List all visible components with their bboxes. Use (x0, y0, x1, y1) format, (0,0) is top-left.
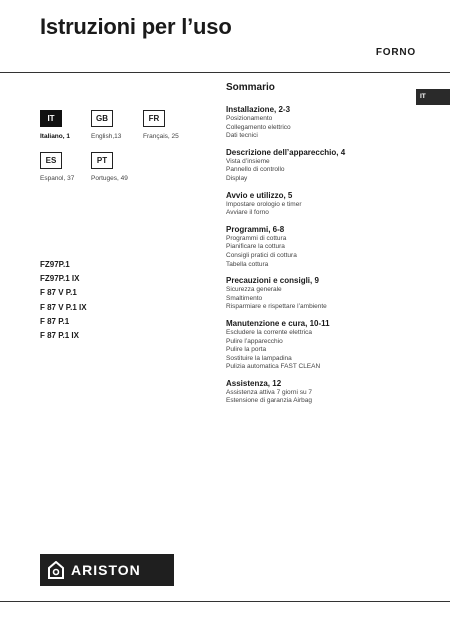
toc-section-title[interactable]: Precauzioni e consigli, 9 (226, 276, 319, 286)
toc-item: Estensione di garanzia Airbag (226, 397, 313, 405)
model-name: FZ97P.1 IX (40, 274, 80, 284)
toc-item: Pannello di controllo (226, 166, 285, 174)
toc-item: Pulizia automatica FAST CLEAN (226, 363, 321, 371)
toc-item: Impostare orologio e timer (226, 200, 302, 208)
toc-item: Escludere la corrente elettrica (226, 328, 312, 336)
language-pt[interactable] (91, 150, 151, 182)
toc-section (226, 105, 386, 141)
language-name: Italiano, 1 (40, 133, 70, 140)
language-code: GB (91, 110, 113, 127)
toc-item: Tabella cottura (226, 260, 269, 268)
language-fr[interactable] (143, 108, 203, 140)
toc-section (226, 148, 386, 184)
language-name: Espanol, 37 (40, 175, 75, 182)
toc-item: Sostituire la lampadina (226, 354, 292, 362)
language-gb[interactable] (91, 108, 151, 140)
toc-item: Pianificare la cottura (226, 243, 285, 251)
toc-item: Assistenza attiva 7 giorni su 7 (226, 388, 312, 396)
document-title: Istruzioni per l’uso (40, 14, 232, 39)
toc-title: Sommario (226, 82, 275, 93)
toc-item: Risparmiare e rispettare l’ambiente (226, 303, 327, 311)
toc-item: Dati tecnici (226, 132, 258, 140)
toc-item: Posizionamento (226, 115, 273, 122)
toc-item: Vista d’insieme (226, 157, 270, 165)
model-name: F 87 P.1 (40, 316, 70, 326)
language-name: Portuges, 49 (91, 175, 128, 182)
toc-section (226, 225, 386, 269)
language-code: IT (40, 110, 62, 127)
brand-logo (40, 554, 174, 586)
model-name: F 87 P.1 IX (40, 330, 79, 340)
toc-section (226, 276, 386, 312)
toc-section-title[interactable]: Avvio e utilizzo, 5 (226, 190, 293, 200)
model-name: F 87 V P.1 IX (40, 302, 87, 312)
brand-name: ARISTON (71, 562, 141, 578)
toc-item: Smaltimento (226, 294, 263, 302)
language-side-tab: IT (416, 89, 450, 105)
toc-section-title[interactable]: Installazione, 2-3 (226, 105, 291, 114)
language-code: FR (143, 110, 165, 127)
toc-item: Consigli pratici di cottura (226, 251, 297, 259)
model-name: F 87 V P.1 (40, 288, 77, 298)
model-list (40, 258, 87, 343)
top-rule (0, 72, 450, 73)
toc-item: Sicurezza generale (226, 286, 282, 294)
toc-item: Display (226, 174, 248, 182)
toc-item: Pulire l’apparecchio (226, 337, 283, 345)
toc-section (226, 319, 386, 372)
language-name: English,13 (91, 133, 122, 140)
toc-section-title[interactable]: Manutenzione e cura, 10-11 (226, 318, 330, 328)
toc-item: Collegamento elettrico (226, 123, 291, 131)
toc-item: Pulire la porta (226, 346, 267, 354)
language-code: ES (40, 152, 62, 169)
model-name: FZ97P.1 (40, 260, 70, 269)
toc-section (226, 191, 386, 218)
toc-item: Avviare il forno (226, 209, 269, 217)
toc-section-title[interactable]: Descrizione dell’apparecchio, 4 (226, 147, 346, 157)
toc-section (226, 379, 386, 406)
language-name: Français, 25 (143, 133, 179, 140)
toc-item: Programmi di cottura (226, 234, 287, 242)
product-label: FORNO (375, 47, 416, 58)
table-of-contents (226, 82, 386, 413)
language-code: PT (91, 152, 113, 169)
house-icon (48, 561, 64, 579)
toc-section-title[interactable]: Programmi, 6-8 (226, 224, 285, 234)
toc-section-title[interactable]: Assistenza, 12 (226, 378, 282, 388)
bottom-rule (0, 601, 450, 602)
